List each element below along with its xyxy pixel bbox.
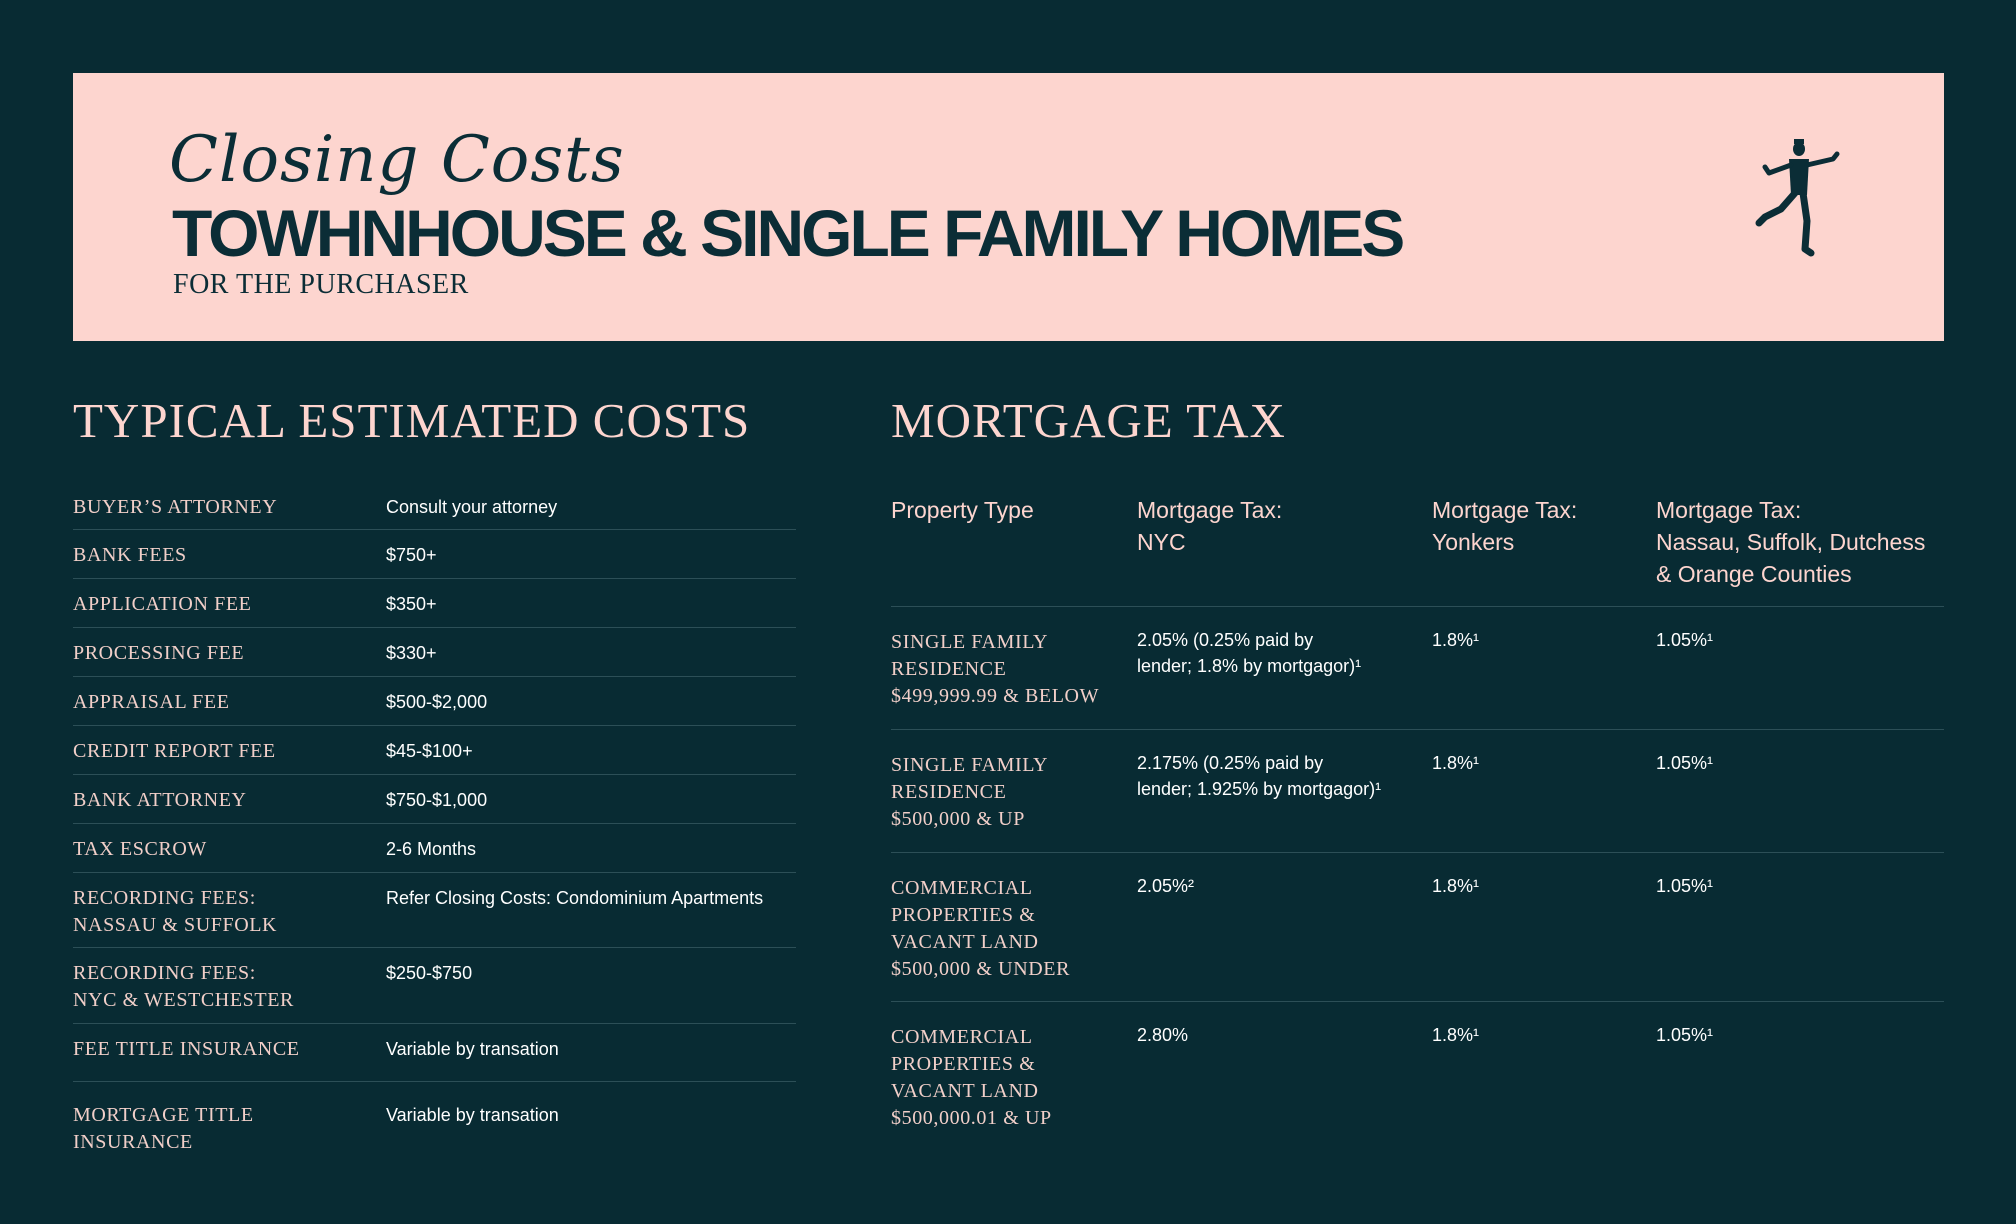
cost-row [73, 775, 796, 824]
cost-row [73, 628, 796, 677]
cost-value: $45-$100+ [386, 741, 473, 761]
table-row [891, 853, 1944, 1002]
page-subtitle: FOR THE PURCHASER [173, 269, 469, 300]
cost-row [73, 873, 796, 948]
property-type: SINGLE FAMILY RESIDENCE $499,999.99 & BELOW [891, 631, 1100, 707]
cost-row [73, 579, 796, 628]
table-row [891, 730, 1944, 853]
tax-counties: 1.05%¹ [1656, 630, 1714, 650]
tax-nyc: 2.05%² [1137, 876, 1195, 896]
cost-row [73, 824, 796, 873]
tax-yonkers: 1.8%¹ [1432, 1025, 1480, 1045]
cost-value: $250-$750 [386, 963, 473, 983]
cost-label: BUYER’S ATTORNEY [73, 496, 278, 518]
table-row [891, 607, 1944, 730]
table-header-row [891, 494, 1944, 607]
column-header-yonkers: Mortgage Tax: Yonkers [1432, 497, 1578, 555]
cost-value: Consult your attorney [386, 497, 558, 517]
cost-label: PROCESSING FEE [73, 642, 245, 664]
cost-value: Variable by transation [386, 1039, 559, 1059]
cost-row [73, 726, 796, 775]
cost-label: BANK FEES [73, 544, 187, 566]
cost-row [73, 677, 796, 726]
tax-yonkers: 1.8%¹ [1432, 753, 1480, 773]
property-type: SINGLE FAMILY RESIDENCE $500,000 & UP [891, 754, 1049, 830]
column-header-counties: Mortgage Tax: Nassau, Suffolk, Dutchess & Orange Counties [1656, 497, 1926, 587]
cost-value: $330+ [386, 643, 437, 663]
cost-label: CREDIT REPORT FEE [73, 740, 276, 762]
dancing-man-silhouette-icon [1745, 137, 1855, 257]
page-title: TOWHNHOUSE & SINGLE FAMILY HOMES [172, 196, 1403, 270]
mortgage-tax-table [891, 494, 1944, 1142]
cost-value: $500-$2,000 [386, 692, 488, 712]
property-type: COMMERCIAL PROPERTIES & VACANT LAND $500,000.01 & UP [891, 1026, 1052, 1129]
mortgage-tax-section-title: MORTGAGE TAX [891, 393, 1286, 448]
column-header-property-type: Property Type [891, 497, 1034, 523]
cost-row [73, 1082, 796, 1152]
costs-section-title: TYPICAL ESTIMATED COSTS [73, 393, 751, 448]
tax-counties: 1.05%¹ [1656, 876, 1714, 896]
cost-value: $350+ [386, 594, 437, 614]
cost-row [73, 948, 796, 1024]
column-header-nyc: Mortgage Tax: NYC [1137, 497, 1283, 555]
cost-label: RECORDING FEES: NYC & WESTCHESTER [73, 962, 294, 1011]
cost-label: FEE TITLE INSURANCE [73, 1038, 300, 1060]
cost-value: Variable by transation [386, 1105, 559, 1125]
cost-value: $750+ [386, 545, 437, 565]
tax-yonkers: 1.8%¹ [1432, 630, 1480, 650]
script-title: Closing Costs [169, 123, 625, 197]
cost-value: 2-6 Months [386, 839, 477, 859]
cost-row [73, 482, 796, 530]
tax-nyc: 2.80% [1137, 1025, 1189, 1045]
cost-label: TAX ESCROW [73, 838, 207, 860]
tax-yonkers: 1.8%¹ [1432, 876, 1480, 896]
cost-label: MORTGAGE TITLE INSURANCE [73, 1104, 254, 1153]
property-type: COMMERCIAL PROPERTIES & VACANT LAND $500,000 & UNDER [891, 877, 1071, 980]
tax-counties: 1.05%¹ [1656, 753, 1714, 773]
cost-label: BANK ATTORNEY [73, 789, 247, 811]
tax-counties: 1.05%¹ [1656, 1025, 1714, 1045]
cost-value: $750-$1,000 [386, 790, 488, 810]
tax-nyc: 2.05% (0.25% paid by lender; 1.8% by mortgagor)¹ [1137, 630, 1362, 676]
header-banner [73, 73, 1944, 341]
cost-label: RECORDING FEES: NASSAU & SUFFOLK [73, 887, 278, 936]
cost-value: Refer Closing Costs: Condominium Apartments [386, 888, 764, 908]
table-row [891, 1002, 1944, 1142]
cost-row [73, 1024, 796, 1082]
cost-label: APPLICATION FEE [73, 593, 252, 615]
cost-row [73, 530, 796, 579]
tax-nyc: 2.175% (0.25% paid by lender; 1.925% by mortgagor)¹ [1137, 753, 1382, 799]
cost-label: APPRAISAL FEE [73, 691, 230, 713]
typical-costs-table [73, 482, 796, 1152]
